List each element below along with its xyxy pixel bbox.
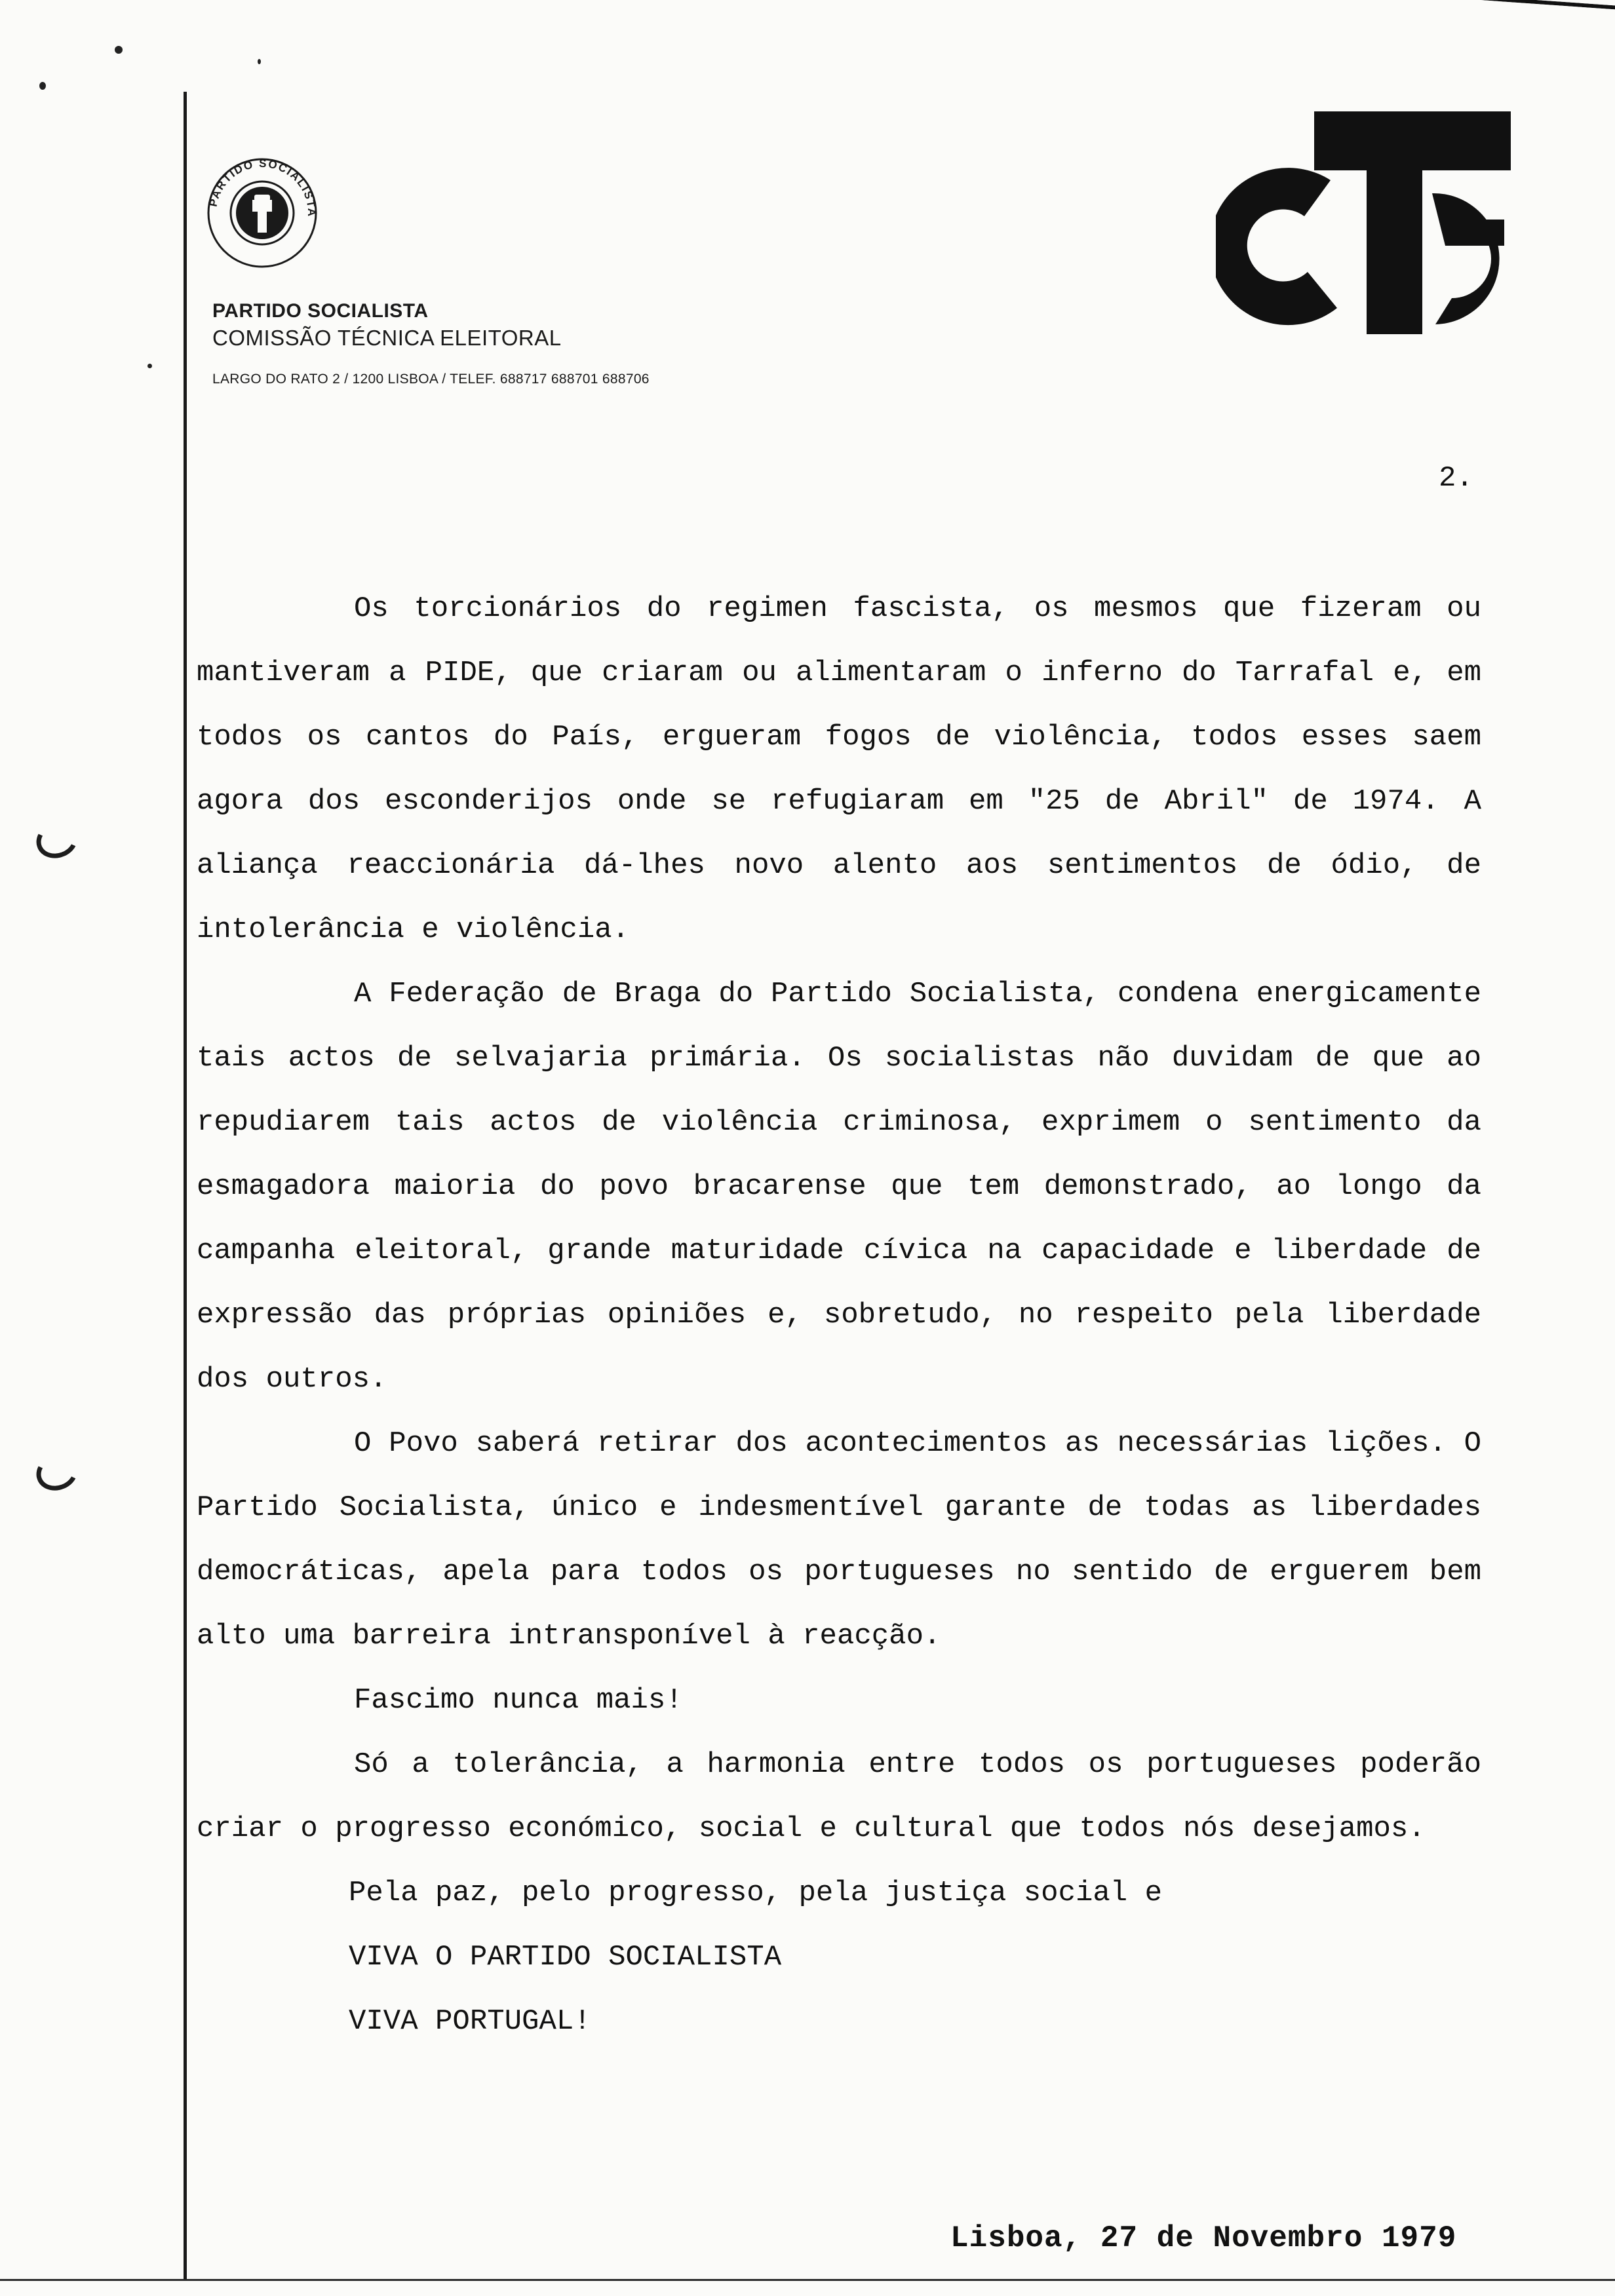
paragraph-1: Os torcionários do regimen fascista, os mesmos que fizeram ou mantiveram a PIDE, que criaram ou alimentaram o inferno do Tarrafal e, em todos os cantos do País, ergueram fogos de violência, todos esses saem agora dos esconderijos onde se refugiaram em "25 de Abril" de 1974. A aliança reaccionária dá-lhes novo alento aos sentimentos de ódio, de intolerância e violência. xyxy=(197,592,1481,946)
page-number: 2. xyxy=(1439,462,1473,495)
scan-speck xyxy=(115,46,123,54)
paragraph-5: Só a tolerância, a harmonia entre todos os portugueses poderão criar o progresso económico, social e cultural que todos nós desejamos. xyxy=(197,1748,1481,1845)
punch-hole-top xyxy=(31,816,83,864)
cte-logo xyxy=(1216,108,1517,334)
org-address: LARGO DO RATO 2 / 1200 LISBOA / TELEF. 688717 688701 688706 xyxy=(212,372,650,387)
closing-line-3: VIVA PORTUGAL! xyxy=(349,2005,591,2038)
folded-corner xyxy=(1458,0,1615,35)
scan-speck xyxy=(39,82,46,90)
punch-hole-bottom xyxy=(31,1449,83,1497)
page-margin-line xyxy=(184,92,187,2280)
paragraph-2: A Federação de Braga do Partido Socialista, condena energicamente tais actos de selvajaria primária. Os socialistas não duvidam de que ao repudiarem tais actos de violência criminosa, exprimem o sentimento da esmagadora maioria do povo bracarense que tem demonstrado, ao longo da campanha eleitoral, grande maturidade cívica na capacidade e liberdade de expressão das próprias opiniões e, sobretudo, no respeito pela liberdade dos outros. xyxy=(197,978,1481,1396)
paragraph-3: O Povo saberá retirar dos acontecimentos as necessárias lições. O Partido Socialista, único e indesmentível garante de todas as liberdades democráticas, apela para todos os portugueses no sentido de erguerem bem alto uma barreira intransponível à reacção. xyxy=(197,1427,1481,1653)
letterhead xyxy=(212,298,650,387)
letter-body xyxy=(197,577,1481,2054)
scan-speck xyxy=(258,59,261,64)
partido-socialista-logo xyxy=(197,147,328,278)
logo-ring-text: PARTIDO SOCIALISTA xyxy=(206,157,319,218)
scan-speck xyxy=(147,364,152,368)
org-name: PARTIDO SOCIALISTA xyxy=(212,300,429,322)
paragraph-4: Fascimo nunca mais! xyxy=(354,1684,683,1717)
closing-line-2: VIVA O PARTIDO SOCIALISTA xyxy=(349,1941,782,1974)
org-subtitle: COMISSÃO TÉCNICA ELEITORAL xyxy=(212,326,562,350)
signature-date: Lisboa, 27 de Novembro 1979 xyxy=(950,2221,1457,2255)
page-bottom-edge xyxy=(0,2279,1615,2281)
closing-line-1: Pela paz, pelo progresso, pela justiça social e xyxy=(349,1877,1163,1909)
